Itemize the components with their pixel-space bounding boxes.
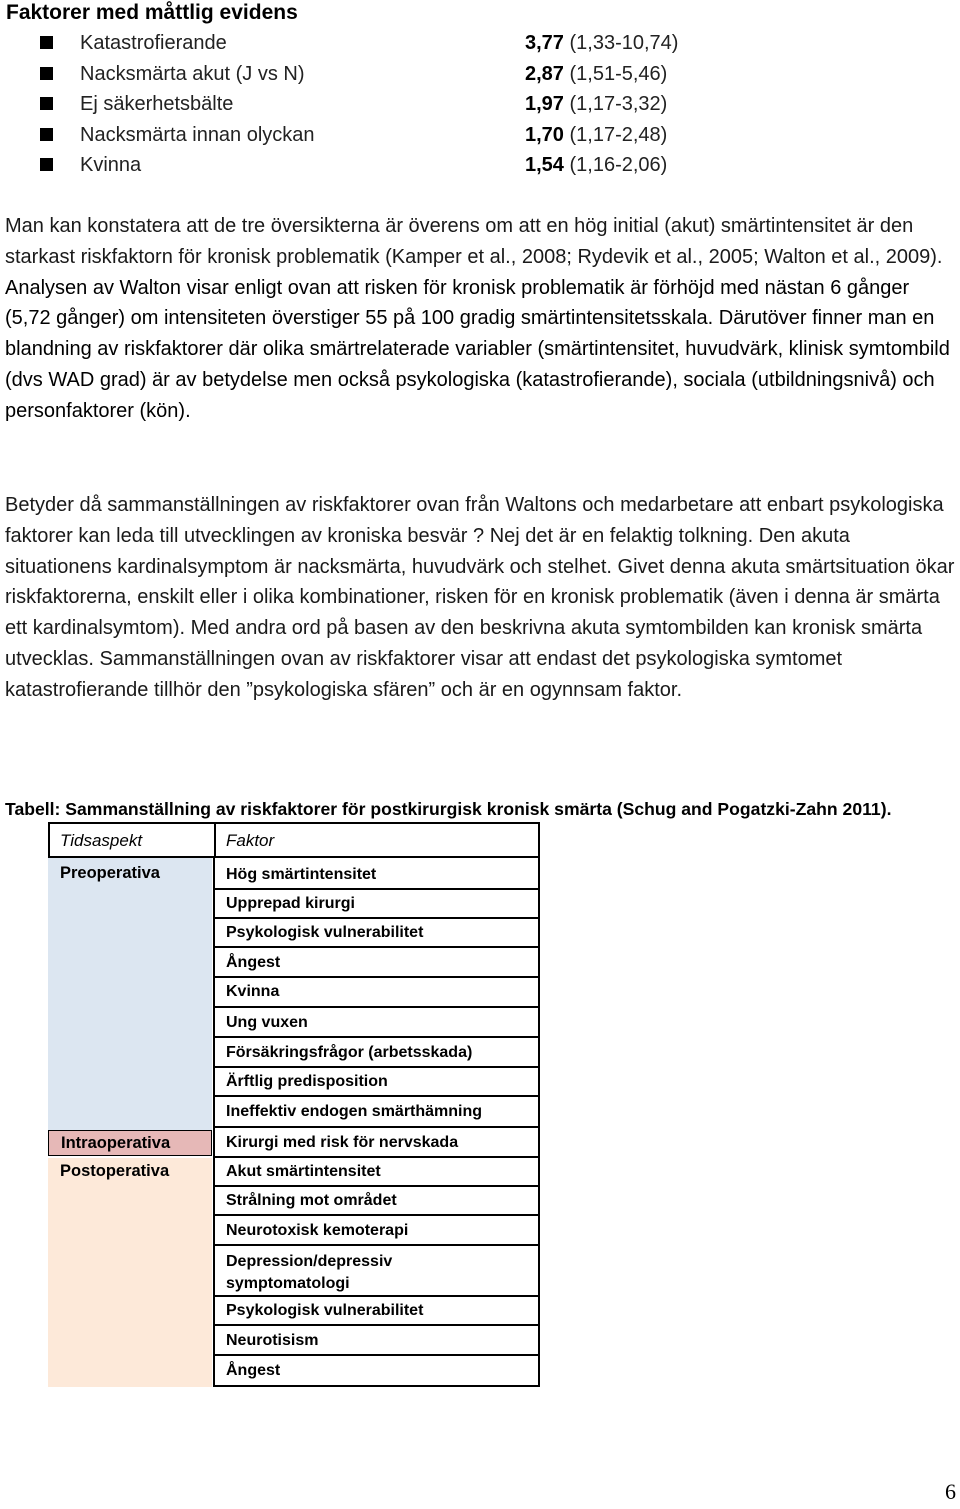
aspect-label: Intraoperativa [61,1134,171,1152]
aspect-label: Postoperativa [60,1162,170,1180]
column-header-factor: Faktor [226,831,275,850]
paragraph-summary [5,211,955,427]
aspect-cell-intraoperativa [48,1130,212,1156]
table-header [48,822,540,858]
square-bullet-icon [40,36,53,49]
paragraph-text: Givet denna akuta smärtsituation ökar riskfaktorerna, enskilt eller i olika kombinationer, risken för en kronisk problematik (även i denna är smärta ett kardinalsymtom). [5,555,955,640]
table-caption: Tabell: Sammanställning av riskfaktorer för postkirurgisk kronisk smärta (Schug and Pogatzki-Zahn 2011). [5,799,892,819]
odds-ratio [525,89,667,119]
factor-cell: Försäkringsfrågor (arbetsskada) [213,1036,540,1068]
paragraph-text: Därutöver finner man en blandning av riskfaktorer där olika smärtrelaterade variabler (smärtintensitet, huvudvärk, klinisk symtombild (dvs WAD grad) är av betydelse men också psykologiska (katastrofierande), sociala (utbildningsnivå) och personfaktorer (kön). [5,307,950,422]
evidence-list [40,28,760,181]
factor-cell: Hög smärtintensitet [213,856,540,890]
factor-cell: Ung vuxen [213,1006,540,1038]
aspect-cell-postoperativa [48,1158,212,1387]
factor-cell: Upprepad kirurgi [213,888,540,919]
paragraph-text: Den akuta situationens kardinalsymptom är nacksmärta, huvudvärk och stelhet. [5,524,850,578]
factor-cell: Kvinna [213,976,540,1008]
odds-value: 3,77 [525,32,564,54]
paragraph-interpretation [5,490,955,706]
odds-value: 1,70 [525,123,564,146]
factor-label: Kvinna [80,154,142,176]
factor-cell: Akut smärtintensitet [213,1156,540,1187]
list-item [40,59,760,90]
confidence-interval: (1,16-2,06) [569,154,668,176]
confidence-interval: (1,51-5,46) [569,62,668,85]
column-header-aspect: Tidsaspekt [60,831,143,850]
list-item [40,89,760,120]
factor-cell: Neurotoxisk kemoterapi [213,1214,540,1246]
odds-value: 1,97 [525,93,564,115]
aspect-cell-preoperativa [48,858,212,1130]
square-bullet-icon [40,67,53,80]
column-divider [214,824,216,856]
odds-ratio [525,59,667,89]
factor-cell: Neurotisism [213,1324,540,1356]
square-bullet-icon [40,97,53,110]
factor-cell: Ångest [213,946,540,978]
factor-cell: Kirurgi med risk för nervskada [213,1126,540,1158]
odds-ratio [525,150,667,180]
page-number: 6 [945,1479,956,1504]
section-heading: Faktorer med måttlig evidens [6,1,298,24]
factor-label: Nacksmärta innan olyckan [80,123,315,146]
odds-ratio [525,120,667,150]
factor-cell: Strålning mot området [213,1185,540,1216]
confidence-interval: (1,17-2,48) [569,123,668,146]
factor-label: Ej säkerhetsbälte [80,93,234,115]
square-bullet-icon [40,128,53,141]
paragraph-text: Med andra ord på basen av den beskrivna akuta symtombilden kan kronisk smärta utvecklas. [5,617,923,670]
factor-cell: Ärftlig predisposition [213,1066,540,1097]
confidence-interval: (1,33-10,74) [569,32,679,54]
aspect-label: Preoperativa [60,864,160,882]
paragraph-text: Sammanställningen ovan av riskfaktorer visar att endast det psykologiska symtomet katastrofierande tillhör den ”psykologiska sfären” och är en ogynnsam faktor. [5,647,843,701]
list-item [40,28,760,59]
list-item [40,120,760,151]
factor-cell: Depression/depressiv symptomatologi [213,1244,540,1297]
confidence-interval: (1,17-3,32) [569,93,668,115]
factor-cell: Psykologisk vulnerabilitet [213,1295,540,1326]
odds-value: 2,87 [525,62,564,85]
square-bullet-icon [40,158,53,171]
factor-cell: Ineffektiv endogen smärthämning [213,1095,540,1128]
odds-value: 1,54 [525,154,564,176]
paragraph-text: Betyder då sammanställningen av riskfaktorer ovan från Waltons och medarbetare att enbart psykologiska faktorer kan leda till utvecklingen av kroniska besvär ? Nej det är en felaktig tolkning. [5,494,944,547]
factor-label: Katastrofierande [80,32,227,54]
factor-label: Nacksmärta akut (J vs N) [80,62,305,85]
factor-cell: Psykologisk vulnerabilitet [213,917,540,948]
paragraph-text: Analysen av Walton visar enligt ovan att risken för kronisk problematik är förhöjd med nästan 6 gånger (5,72 gånger) om intensiteten överstiger 55 på 100 gradig smärtintensitetsskala. [5,276,910,330]
odds-ratio [525,28,678,58]
factor-cell: Ångest [213,1354,540,1387]
paragraph-text: Man kan konstatera att de tre översikterna är överens om att en hög initial (akut) smärtintensitet är den starkast riskfaktorn för kronisk problematik (Kamper et al., 2008; Rydevik et al., 2005; Walton et al., 2009). [5,215,943,268]
list-item [40,150,760,181]
